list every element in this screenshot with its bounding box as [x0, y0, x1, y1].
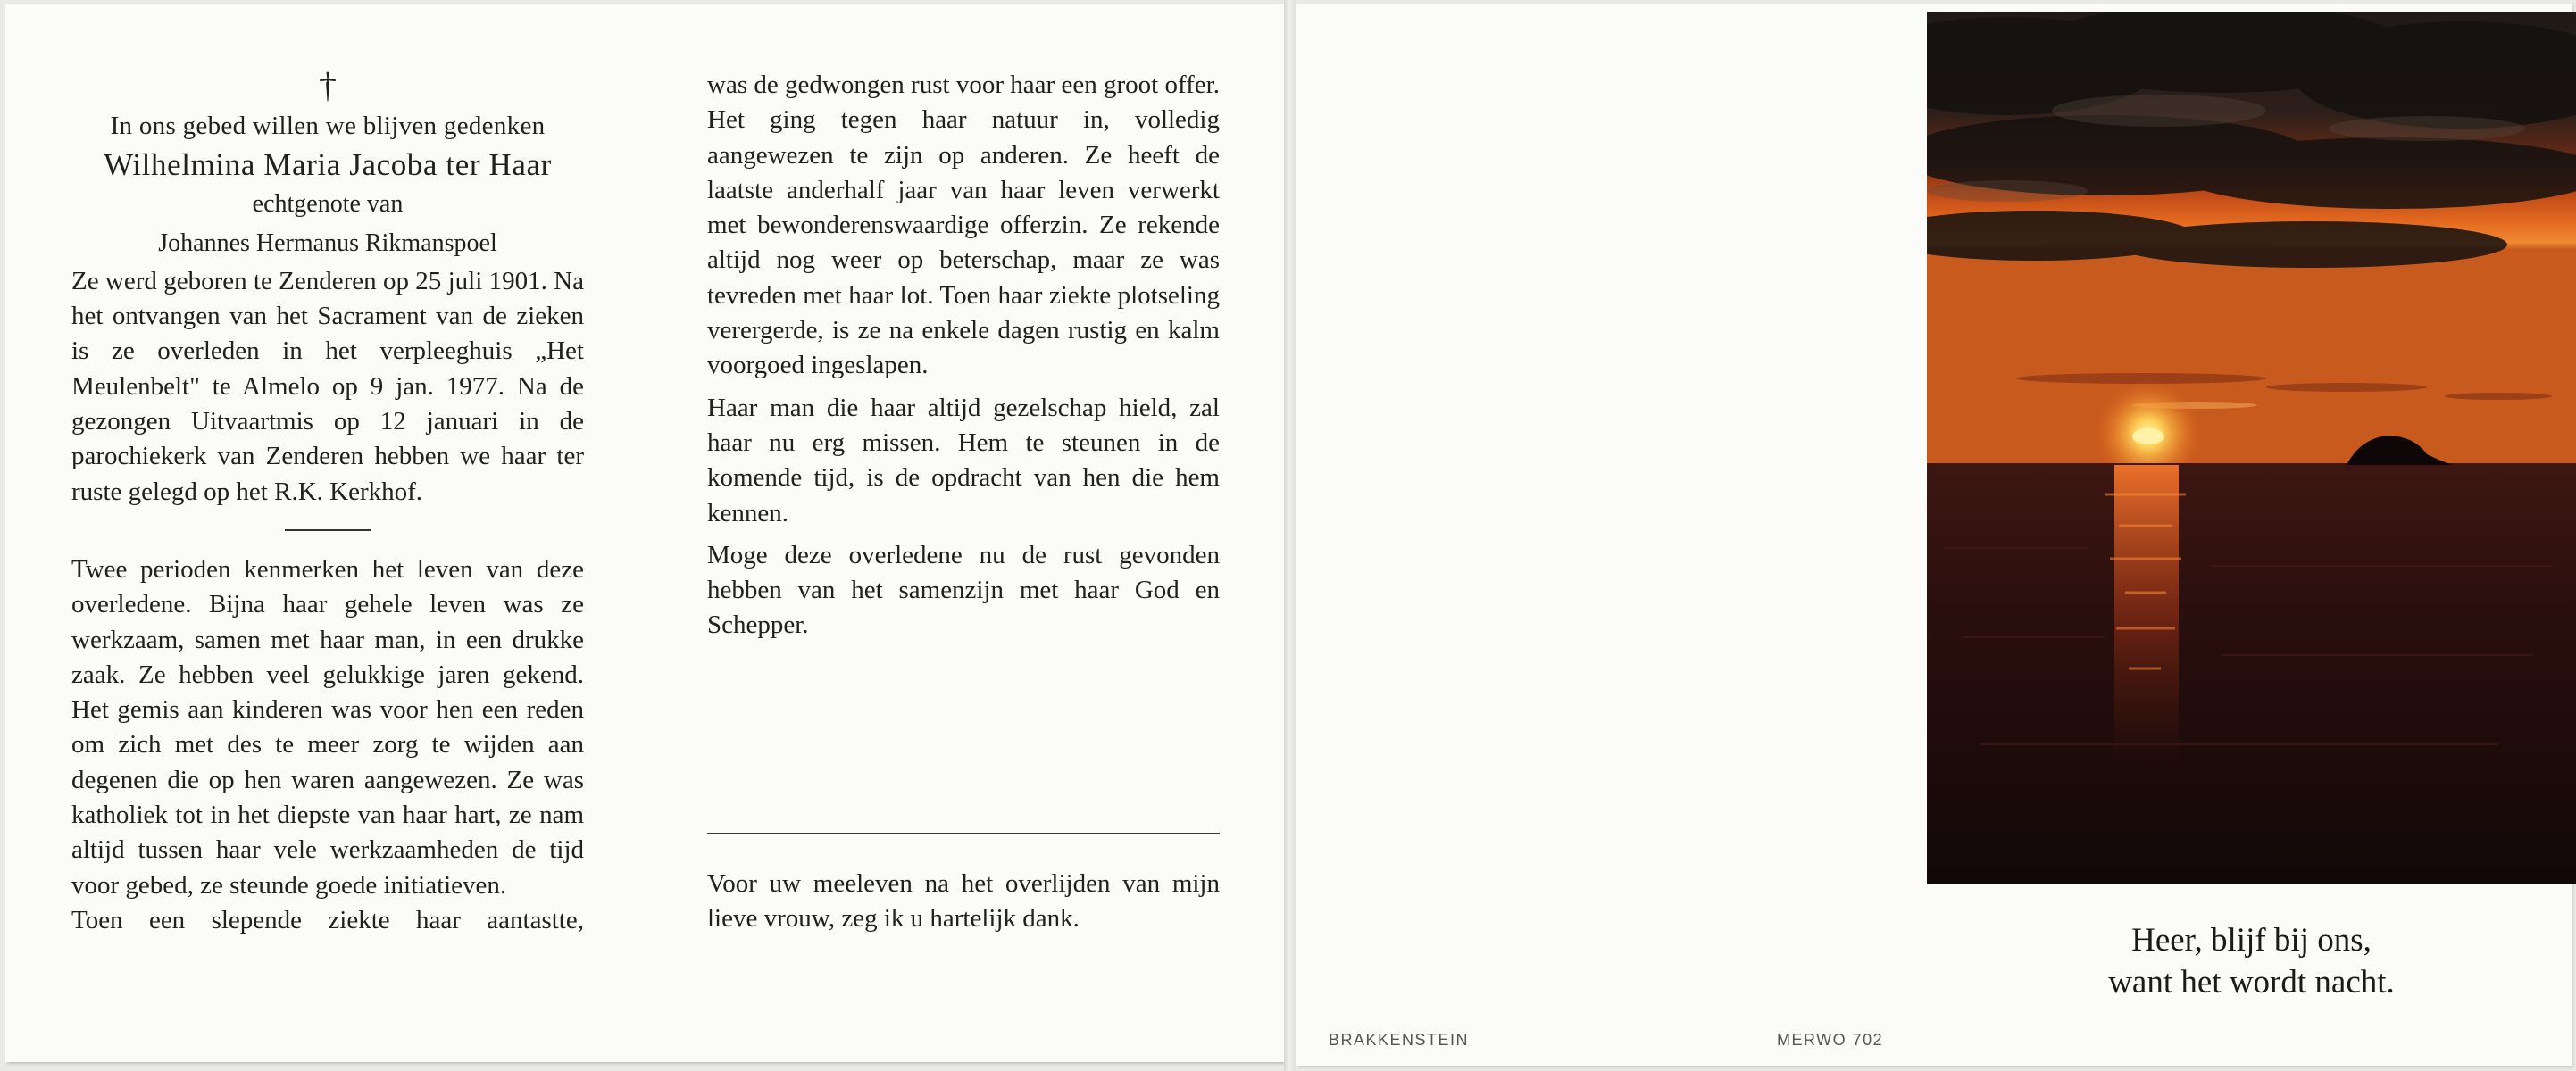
- publisher-label: BRAKKENSTEIN: [1329, 1031, 1470, 1049]
- card-code: MERWO 702: [1777, 1031, 1884, 1049]
- verse-line-2: want het wordt nacht.: [2108, 964, 2395, 1000]
- life-paragraph: Twee perioden kenmerken het leven van deze overledene. Bijna haar gehele leven was ze werkzaam, samen met haar man, in een drukke zaak. Ze hebben veel gelukkige jaren gekend. Het gemis aan kinderen was voor hen een reden om zich met des te meer zorg te wijden aan degenen die op hen waren aangewezen. Ze was katholiek tot in het diepste van haar hart, ze nam altijd tussen haar vele werkzaamheden de tijd voor gebed, ze steunde goede initiatieven.: [71, 554, 584, 900]
- husband-paragraph: Haar man die haar altijd gezelschap hield, zal haar nu erg missen. Hem te steunen in de komende tijd, is de opdracht van hen die hem kennen.: [707, 393, 1220, 527]
- short-divider: [285, 529, 371, 531]
- cross-icon: †: [319, 65, 337, 105]
- illness-paragraph-start: Toen een slepende ziekte haar aantastte,: [71, 905, 584, 934]
- deceased-name: Wilhelmina Maria Jacoba ter Haar: [104, 147, 552, 183]
- verse-text: [1927, 919, 2576, 1003]
- spouse-name: Johannes Hermanus Rikmanspoel: [158, 228, 497, 257]
- long-divider: [707, 833, 1220, 834]
- wish-paragraph: Moge deze overledene nu de rust gevonden hebben van het samenzijn met haar God en Schepper.: [707, 540, 1220, 640]
- text-column-left: [71, 65, 584, 938]
- sunset-sea-photo: [1927, 12, 2576, 884]
- thanks-paragraph: Voor uw meeleven na het overlijden van mijn lieve vrouw, zeg ik u hartelijk dank.: [707, 868, 1220, 934]
- biography-paragraph: Ze werd geboren te Zenderen op 25 juli 1901. Na het ontvangen van het Sacrament van de zieken is ze overleden in het verpleeghuis „Het Meulenbelt" te Almelo op 9 jan. 1977. Na de gezongen Uitvaartmis op 12 januari in de parochiekerk van Zenderen hebben we haar ter ruste gelegd op het R.K. Kerkhof.: [71, 266, 584, 506]
- illness-paragraph-continued: was de gedwongen rust voor haar een groot offer. Het ging tegen haar natuur in, volledig aangewezen te zijn op anderen. Ze heeft de laatste anderhalf jaar van haar leven verwerkt met bewonderenswaardige offerzin. Ze rekende altijd nog weer op beterschap, maar ze was tevreden met haar lot. Toen haar ziekte plotseling verergerde, is ze na enkele dagen rustig en kalm voorgoed ingeslapen.: [707, 71, 1220, 380]
- card-fold: [1284, 0, 1296, 1071]
- relation-line: echtgenote van: [252, 190, 404, 219]
- verse-line-1: Heer, blijf bij ons,: [2131, 922, 2372, 959]
- text-column-right: [707, 68, 1220, 936]
- intro-line: In ons gebed willen we blijven gedenken: [110, 112, 546, 140]
